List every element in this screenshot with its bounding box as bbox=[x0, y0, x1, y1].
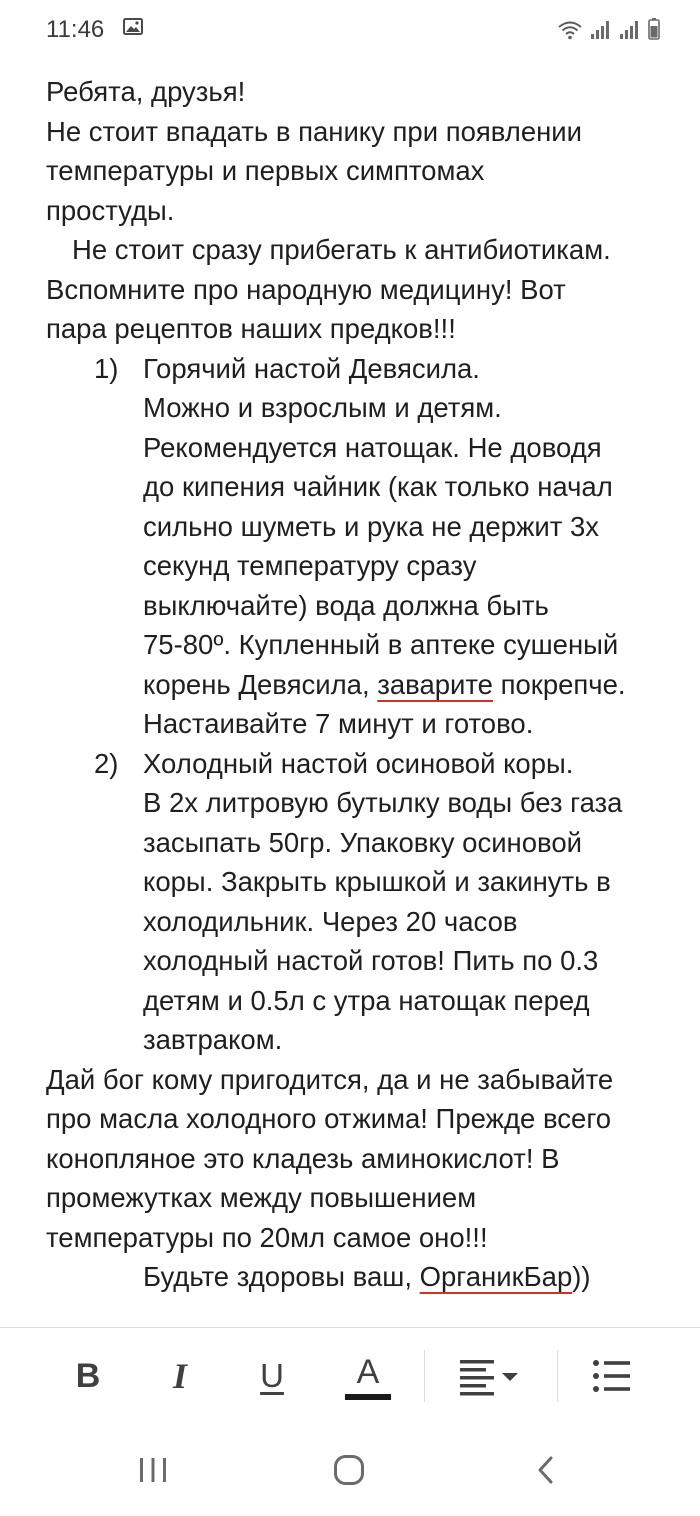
text-run: )) bbox=[572, 1261, 591, 1292]
intro-paragraph bbox=[46, 72, 666, 230]
status-bar bbox=[0, 0, 700, 58]
text-line: до кипения чайник (как только начал bbox=[143, 471, 613, 502]
text-line: Можно и взрослым и детям. bbox=[143, 392, 502, 423]
signal-icon bbox=[590, 20, 612, 40]
text-line: Рекомендуется натощак. Не доводя bbox=[143, 431, 602, 463]
toolbar-divider bbox=[557, 1350, 558, 1402]
list-number: 2) bbox=[94, 747, 119, 779]
text-line: Вспомните про народную медицину! Вот bbox=[46, 273, 566, 305]
text-line: температуры и первых симптомах bbox=[46, 155, 485, 186]
signal-icon-2 bbox=[619, 20, 641, 40]
misspelled-word[interactable]: заварите bbox=[377, 668, 493, 700]
text-line: температуры по 20мл самое оно!!! bbox=[46, 1221, 488, 1253]
recent-apps-icon bbox=[138, 1456, 168, 1484]
wifi-icon bbox=[557, 20, 583, 40]
text-line: Горячий настой Девясила. bbox=[143, 352, 480, 384]
text-line: холодильник. Через 20 часов bbox=[143, 905, 518, 937]
text-line: Дай бог кому пригодится, да и не забывайте bbox=[46, 1063, 614, 1095]
text-line: 75-80º. Купленный в аптеке сушеный bbox=[143, 629, 619, 660]
text-line: детям и 0.5л с утра натощак перед bbox=[143, 984, 590, 1016]
toolbar-divider bbox=[424, 1350, 425, 1402]
text-line: засыпать 50гр. Упаковку осиновой bbox=[143, 826, 582, 858]
text-line: выключайте) вода должна быть bbox=[143, 589, 549, 621]
text-line: Не стоит сразу прибегать к антибиотикам. bbox=[72, 234, 611, 265]
text-line: простуды. bbox=[46, 194, 175, 226]
text-run: корень Девясила, bbox=[143, 668, 378, 700]
back-icon bbox=[535, 1455, 557, 1485]
document-body[interactable] bbox=[46, 72, 666, 1297]
text-color-swatch bbox=[345, 1394, 391, 1400]
formatting-toolbar bbox=[0, 1327, 700, 1425]
underline-button[interactable] bbox=[246, 1346, 298, 1406]
navigation-bar bbox=[0, 1424, 700, 1516]
text-color-label: A bbox=[356, 1352, 380, 1391]
text-line: В 2х литровую бутылку воды без газа bbox=[143, 787, 623, 818]
underline-label: U bbox=[260, 1357, 284, 1394]
chevron-down-icon bbox=[502, 1373, 518, 1381]
bulleted-list-icon bbox=[592, 1358, 632, 1394]
home-icon bbox=[333, 1454, 365, 1486]
text-line bbox=[143, 665, 666, 705]
status-icons bbox=[557, 16, 660, 40]
align-left-icon bbox=[456, 1356, 532, 1396]
status-time: 11:46 bbox=[46, 16, 105, 43]
list-item-2 bbox=[46, 744, 666, 1060]
text-line: холодный настой готов! Пить по 0.3 bbox=[143, 945, 599, 976]
text-line: Настаивайте 7 минут и готово. bbox=[143, 708, 534, 739]
recent-apps-button[interactable] bbox=[131, 1448, 175, 1492]
italic-button[interactable]: I bbox=[172, 1356, 187, 1396]
bold-button[interactable]: B bbox=[75, 1356, 101, 1395]
home-button[interactable] bbox=[327, 1448, 371, 1492]
text-line: Холодный настой осиновой коры. bbox=[143, 747, 574, 779]
text-color-button[interactable] bbox=[340, 1346, 396, 1406]
text-line: конопляное это кладезь аминокислот! В bbox=[46, 1142, 560, 1174]
text-line: Не стоит впадать в панику при появлении bbox=[46, 115, 583, 147]
text-run: покрепче. bbox=[492, 668, 626, 700]
back-button[interactable] bbox=[524, 1448, 568, 1492]
list-item-1 bbox=[46, 349, 666, 744]
battery-icon bbox=[648, 18, 660, 40]
bulleted-list-button[interactable] bbox=[582, 1346, 642, 1406]
text-line: завтраком. bbox=[143, 1024, 283, 1055]
text-line: промежутках между повышением bbox=[46, 1182, 477, 1213]
text-line: секунд температуру сразу bbox=[143, 550, 477, 581]
align-dropdown-button[interactable] bbox=[456, 1346, 532, 1406]
misspelled-word[interactable]: ОрганикБар bbox=[419, 1261, 573, 1292]
text-run: Будьте здоровы ваш, bbox=[143, 1261, 420, 1292]
paragraph-2 bbox=[46, 230, 666, 349]
outro-paragraph bbox=[46, 1060, 666, 1258]
list-number: 1) bbox=[94, 352, 119, 384]
text-line: сильно шуметь и рука не держит 3х bbox=[143, 510, 600, 542]
text-line: про масла холодного отжима! Прежде всего bbox=[46, 1103, 612, 1134]
text-line: Ребята, друзья! bbox=[46, 76, 246, 107]
signature-line bbox=[46, 1257, 666, 1297]
text-line: коры. Закрыть крышкой и закинуть в bbox=[143, 866, 611, 897]
gallery-icon bbox=[123, 18, 143, 35]
text-line: пара рецептов наших предков!!! bbox=[46, 313, 456, 344]
